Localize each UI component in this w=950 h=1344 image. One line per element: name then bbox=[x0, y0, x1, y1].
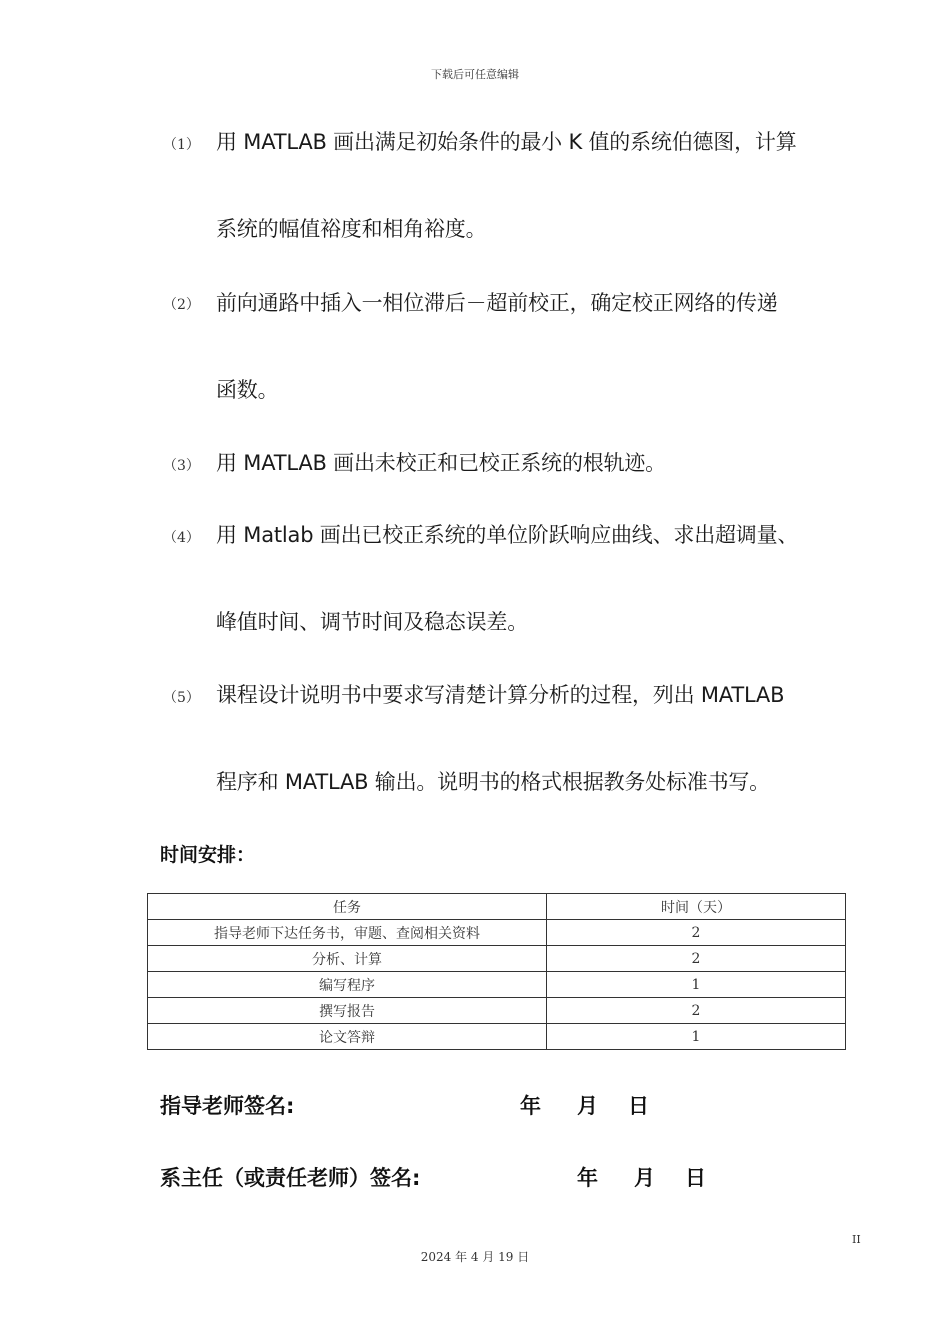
table-row bbox=[148, 946, 846, 972]
table-row bbox=[148, 1024, 846, 1050]
department-head-signature-label: 系主任（或责任老师）签名: bbox=[160, 1166, 421, 1190]
requirement-1-number: （1） bbox=[163, 137, 200, 153]
advisor-month-label: 月 bbox=[577, 1094, 598, 1118]
requirement-5-number: （5） bbox=[163, 690, 200, 706]
days-cell: 2 bbox=[547, 920, 846, 946]
task-cell: 指导老师下达任务书，审题、查阅相关资料 bbox=[148, 920, 547, 946]
time-column-header: 时间（天） bbox=[547, 894, 846, 920]
requirement-4-number: （4） bbox=[163, 530, 200, 546]
task-cell: 论文答辩 bbox=[148, 1024, 547, 1050]
advisor-year-label: 年 bbox=[520, 1094, 541, 1118]
head-day-label: 日 bbox=[685, 1166, 706, 1190]
advisor-signature-label: 指导老师签名: bbox=[160, 1094, 295, 1118]
days-cell: 1 bbox=[547, 1024, 846, 1050]
requirement-2-line-2: 函数。 bbox=[216, 378, 279, 402]
days-cell: 1 bbox=[547, 972, 846, 998]
requirement-2-number: （2） bbox=[163, 297, 200, 313]
requirement-4-line-2: 峰值时间、调节时间及稳态误差。 bbox=[216, 610, 528, 634]
table-row bbox=[148, 972, 846, 998]
requirement-2-line-1: 前向通路中插入一相位滞后－超前校正，确定校正网络的传递 bbox=[216, 291, 778, 315]
head-month-label: 月 bbox=[634, 1166, 655, 1190]
requirement-3-number: （3） bbox=[163, 458, 200, 474]
page-header: 下载后可任意编辑 bbox=[431, 68, 519, 81]
days-cell: 2 bbox=[547, 998, 846, 1024]
requirement-3-line-1: 用 MATLAB 画出未校正和已校正系统的根轨迹。 bbox=[216, 451, 666, 475]
footer-date: 2024 年 4 月 19 日 bbox=[420, 1250, 530, 1264]
task-cell: 编写程序 bbox=[148, 972, 547, 998]
head-year-label: 年 bbox=[577, 1166, 598, 1190]
schedule-table bbox=[147, 893, 846, 1050]
requirement-1-line-1: 用 MATLAB 画出满足初始条件的最小 K 值的系统伯德图，计算 bbox=[216, 130, 797, 154]
table-row bbox=[148, 920, 846, 946]
table-row bbox=[148, 998, 846, 1024]
schedule-title: 时间安排： bbox=[160, 844, 256, 866]
advisor-day-label: 日 bbox=[628, 1094, 649, 1118]
page-number: II bbox=[852, 1233, 861, 1246]
task-cell: 撰写报告 bbox=[148, 998, 547, 1024]
requirement-4-line-1: 用 Matlab 画出已校正系统的单位阶跃响应曲线、求出超调量、 bbox=[216, 523, 799, 547]
requirement-5-line-2: 程序和 MATLAB 输出。说明书的格式根据教务处标准书写。 bbox=[216, 770, 770, 794]
task-column-header: 任务 bbox=[148, 894, 547, 920]
requirement-1-line-2: 系统的幅值裕度和相角裕度。 bbox=[216, 217, 487, 241]
requirement-5-line-1: 课程设计说明书中要求写清楚计算分析的过程，列出 MATLAB bbox=[216, 683, 785, 707]
table-header-row bbox=[148, 894, 846, 920]
days-cell: 2 bbox=[547, 946, 846, 972]
task-cell: 分析、计算 bbox=[148, 946, 547, 972]
